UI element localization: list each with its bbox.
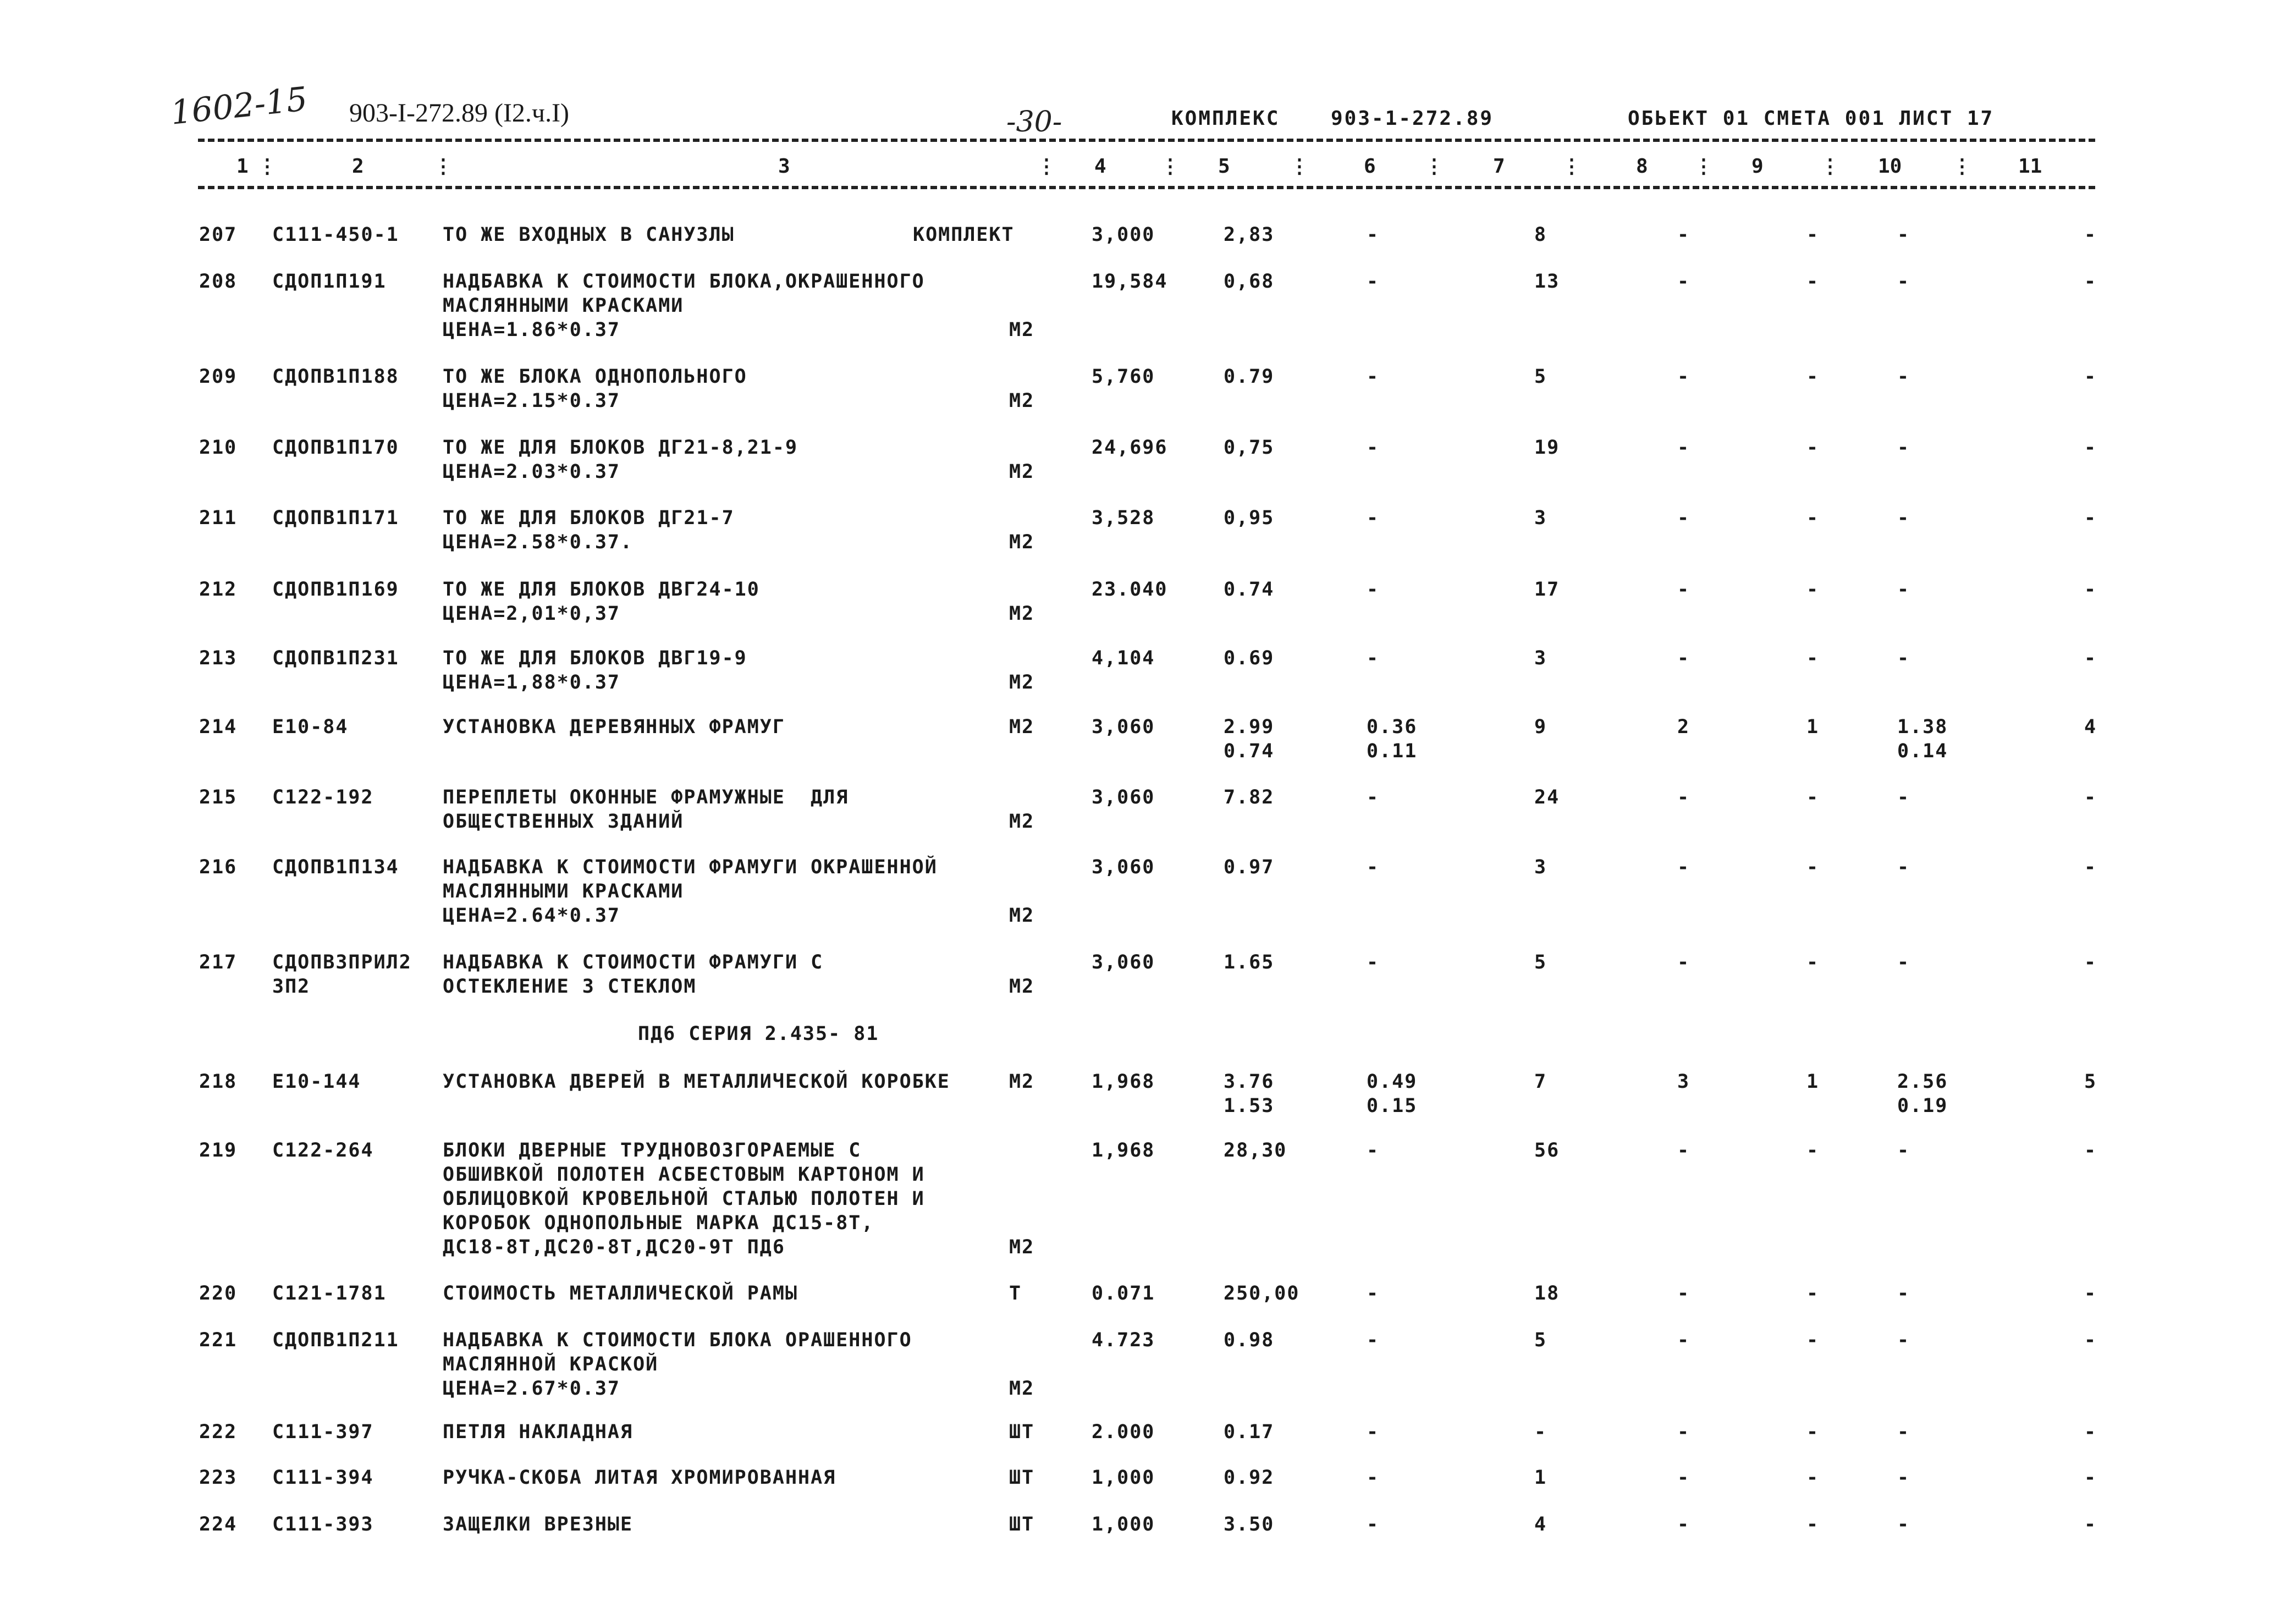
quantity: 3,060 bbox=[1092, 856, 1155, 878]
work-description: МАСЛЯННЫМИ КРАСКАМИ bbox=[443, 880, 684, 902]
rate-code: С111-393 bbox=[272, 1513, 374, 1535]
quantity: 3,060 bbox=[1092, 786, 1155, 808]
work-description: ТО ЖЕ ВХОДНЫХ В САНУЗЛЫ bbox=[443, 224, 735, 246]
unit-of-measure: М2 bbox=[1009, 319, 1035, 341]
work-description: УСТАНОВКА ДЕРЕВЯННЫХ ФРАМУГ bbox=[443, 716, 785, 738]
work-description: НАДБАВКА К СТОИМОСТИ БЛОКА,ОКРАШЕННОГО bbox=[443, 271, 925, 293]
col10-value: - bbox=[1897, 786, 1910, 808]
work-description: ОБЩЕСТВЕННЫХ ЗДАНИЙ bbox=[443, 811, 684, 833]
quantity: 4,104 bbox=[1092, 647, 1155, 669]
unit-price: 1.53 bbox=[1224, 1095, 1275, 1117]
unit-of-measure: М2 bbox=[1009, 1071, 1035, 1093]
col9-value: - bbox=[1806, 647, 1820, 669]
work-description: СТОИМОСТЬ МЕТАЛЛИЧЕСКОЙ РАМЫ bbox=[443, 1282, 798, 1304]
row-number: 221 bbox=[199, 1329, 238, 1351]
col11-value: - bbox=[2084, 224, 2097, 246]
col6-value: - bbox=[1367, 437, 1380, 459]
row-number: 214 bbox=[199, 716, 238, 738]
col8-value: - bbox=[1677, 1329, 1690, 1351]
col9-value: - bbox=[1806, 579, 1820, 601]
col10-value: - bbox=[1897, 1139, 1910, 1161]
unit-price: 0,75 bbox=[1224, 437, 1275, 459]
unit-price: 0.69 bbox=[1224, 647, 1275, 669]
total-cost: - bbox=[1534, 1421, 1547, 1443]
col10-value: 1.38 bbox=[1897, 716, 1948, 738]
col11-value: - bbox=[2084, 271, 2097, 293]
work-description: РУЧКА-СКОБА ЛИТАЯ ХРОМИРОВАННАЯ bbox=[443, 1467, 836, 1489]
quantity: 4.723 bbox=[1092, 1329, 1155, 1351]
col9-value: - bbox=[1806, 1329, 1820, 1351]
unit-price: 28,30 bbox=[1224, 1139, 1287, 1161]
col6-value: - bbox=[1367, 1329, 1380, 1351]
work-description: НАДБАВКА К СТОИМОСТИ БЛОКА ОРАШЕННОГО bbox=[443, 1329, 912, 1351]
column-number-row bbox=[0, 155, 2286, 180]
work-description: ТО ЖЕ БЛОКА ОДНОПОЛЬНОГО bbox=[443, 366, 747, 388]
col6-value: - bbox=[1367, 1513, 1380, 1535]
unit-price: 3.50 bbox=[1224, 1513, 1275, 1535]
col10-value: 0.14 bbox=[1897, 740, 1948, 762]
work-description: НАДБАВКА К СТОИМОСТИ ФРАМУГИ С bbox=[443, 951, 824, 973]
rate-code: СДОПВ3ПРИЛ2 bbox=[272, 951, 412, 973]
quantity: 1,000 bbox=[1092, 1467, 1155, 1489]
work-description: УСТАНОВКА ДВЕРЕЙ В МЕТАЛЛИЧЕСКОЙ КОРОБКЕ bbox=[443, 1071, 950, 1093]
unit-of-measure: М2 bbox=[1009, 531, 1035, 553]
col9-value: - bbox=[1806, 366, 1820, 388]
rate-code: С111-397 bbox=[272, 1421, 374, 1443]
col9-value: - bbox=[1806, 507, 1820, 529]
column-separator: ⋮ bbox=[1290, 155, 1309, 178]
column-separator: ⋮ bbox=[1562, 155, 1582, 178]
row-number: 224 bbox=[199, 1513, 238, 1535]
column-number: 5 bbox=[1218, 155, 1230, 178]
rate-code: С111-450-1 bbox=[272, 224, 399, 246]
rate-code: Е10-144 bbox=[272, 1071, 361, 1093]
unit-price: 0.74 bbox=[1224, 579, 1275, 601]
column-number: 11 bbox=[2018, 155, 2042, 178]
col11-value: 5 bbox=[2084, 1071, 2097, 1093]
work-description: КОРОБОК ОДНОПОЛЬНЫЕ МАРКА ДС15-8Т, bbox=[443, 1212, 874, 1234]
work-description: ДС18-8Т,ДС20-8Т,ДС20-9Т ПД6 bbox=[443, 1236, 785, 1258]
total-cost: 18 bbox=[1534, 1282, 1560, 1304]
column-separator: ⋮ bbox=[1694, 155, 1714, 178]
unit-of-measure: М2 bbox=[1009, 390, 1035, 412]
col11-value: 4 bbox=[2084, 716, 2097, 738]
work-description: ЦЕНА=2.15*0.37 bbox=[443, 390, 621, 412]
quantity: 24,696 bbox=[1092, 437, 1168, 459]
row-number: 209 bbox=[199, 366, 238, 388]
object-info: ОБЬЕКТ 01 СМЕТА 001 ЛИСТ 17 bbox=[1628, 107, 1995, 130]
row-number: 220 bbox=[199, 1282, 238, 1304]
col6-value: 0.15 bbox=[1367, 1095, 1418, 1117]
column-separator: ⋮ bbox=[1952, 155, 1972, 178]
col11-value: - bbox=[2084, 786, 2097, 808]
unit-price: 0.79 bbox=[1224, 366, 1275, 388]
quantity: 3,000 bbox=[1092, 224, 1155, 246]
rate-code: С122-192 bbox=[272, 786, 374, 808]
col10-value: - bbox=[1897, 579, 1910, 601]
col9-value: - bbox=[1806, 271, 1820, 293]
col11-value: - bbox=[2084, 1282, 2097, 1304]
unit-price: 250,00 bbox=[1224, 1282, 1300, 1304]
total-cost: 3 bbox=[1534, 647, 1547, 669]
col10-value: - bbox=[1897, 271, 1910, 293]
col9-value: - bbox=[1806, 786, 1820, 808]
column-separator: ⋮ bbox=[257, 155, 277, 178]
rate-code: С121-1781 bbox=[272, 1282, 387, 1304]
col9-value: 1 bbox=[1806, 716, 1820, 738]
row-number: 219 bbox=[199, 1139, 238, 1161]
work-description: ОСТЕКЛЕНИЕ 3 СТЕКЛОМ bbox=[443, 976, 697, 998]
col9-value: - bbox=[1806, 1282, 1820, 1304]
col11-value: - bbox=[2084, 366, 2097, 388]
col6-value: - bbox=[1367, 786, 1380, 808]
col10-value: - bbox=[1897, 1282, 1910, 1304]
col11-value: - bbox=[2084, 647, 2097, 669]
col8-value: - bbox=[1677, 366, 1690, 388]
col6-value: - bbox=[1367, 271, 1380, 293]
column-number: 1 bbox=[236, 155, 249, 178]
rate-code: 3П2 bbox=[272, 976, 311, 998]
col9-value: - bbox=[1806, 856, 1820, 878]
col8-value: - bbox=[1677, 1282, 1690, 1304]
work-description: ЦЕНА=2.58*0.37. bbox=[443, 531, 634, 553]
col8-value: - bbox=[1677, 951, 1690, 973]
unit-of-measure: М2 bbox=[1009, 1378, 1035, 1400]
col8-value: - bbox=[1677, 437, 1690, 459]
row-number: 208 bbox=[199, 271, 238, 293]
col8-value: - bbox=[1677, 786, 1690, 808]
col11-value: - bbox=[2084, 856, 2097, 878]
col9-value: - bbox=[1806, 1513, 1820, 1535]
rate-code: СДОПВ1П134 bbox=[272, 856, 399, 878]
col8-value: - bbox=[1677, 647, 1690, 669]
work-description: ТО ЖЕ ДЛЯ БЛОКОВ ДВГ24-10 bbox=[443, 579, 760, 601]
col8-value: - bbox=[1677, 271, 1690, 293]
col6-value: 0.11 bbox=[1367, 740, 1418, 762]
total-cost: 4 bbox=[1534, 1513, 1547, 1535]
rate-code: СДОПВ1П170 bbox=[272, 437, 399, 459]
col8-value: - bbox=[1677, 507, 1690, 529]
total-cost: 1 bbox=[1534, 1467, 1547, 1489]
work-description: МАСЛЯННЫМИ КРАСКАМИ bbox=[443, 295, 684, 317]
col6-value: - bbox=[1367, 856, 1380, 878]
col11-value: - bbox=[2084, 579, 2097, 601]
unit-price: 0.17 bbox=[1224, 1421, 1275, 1443]
col9-value: - bbox=[1806, 951, 1820, 973]
work-description: МАСЛЯННОЙ КРАСКОЙ bbox=[443, 1353, 659, 1375]
unit-price: 2.99 bbox=[1224, 716, 1275, 738]
row-number: 207 bbox=[199, 224, 238, 246]
rate-code: СДОПВ1П169 bbox=[272, 579, 399, 601]
col10-value: - bbox=[1897, 224, 1910, 246]
rate-code: СДОПВ1П188 bbox=[272, 366, 399, 388]
quantity: 5,760 bbox=[1092, 366, 1155, 388]
total-cost: 56 bbox=[1534, 1139, 1560, 1161]
col9-value: - bbox=[1806, 1467, 1820, 1489]
column-number: 4 bbox=[1094, 155, 1106, 178]
col9-value: 1 bbox=[1806, 1071, 1820, 1093]
unit-of-measure: М2 bbox=[1009, 905, 1035, 927]
unit-price: 3.76 bbox=[1224, 1071, 1275, 1093]
col6-value: - bbox=[1367, 579, 1380, 601]
quantity: 2.000 bbox=[1092, 1421, 1155, 1443]
col8-value: - bbox=[1677, 1421, 1690, 1443]
column-separator: ⋮ bbox=[1820, 155, 1840, 178]
column-number: 10 bbox=[1878, 155, 1902, 178]
col6-value: - bbox=[1367, 366, 1380, 388]
col8-value: - bbox=[1677, 1467, 1690, 1489]
rate-code: СДОПВ1П231 bbox=[272, 647, 399, 669]
column-number: 2 bbox=[352, 155, 364, 178]
col8-value: - bbox=[1677, 579, 1690, 601]
quantity: 0.071 bbox=[1092, 1282, 1155, 1304]
col8-value: 3 bbox=[1677, 1071, 1690, 1093]
work-description: ЦЕНА=1,88*0.37 bbox=[443, 671, 621, 693]
project-code: 903-I-272.89 (I2.ч.I) bbox=[349, 98, 570, 128]
column-separator: ⋮ bbox=[433, 155, 453, 178]
rate-code: Е10-84 bbox=[272, 716, 349, 738]
col10-value: - bbox=[1897, 1513, 1910, 1535]
total-cost: 9 bbox=[1534, 716, 1547, 738]
column-separator: ⋮ bbox=[1424, 155, 1444, 178]
column-number: 3 bbox=[778, 155, 790, 178]
total-cost: 3 bbox=[1534, 507, 1547, 529]
total-cost: 5 bbox=[1534, 366, 1547, 388]
unit-of-measure: Т bbox=[1009, 1282, 1022, 1304]
col10-value: - bbox=[1897, 951, 1910, 973]
row-number: 216 bbox=[199, 856, 238, 878]
work-description: НАДБАВКА К СТОИМОСТИ ФРАМУГИ ОКРАШЕННОЙ bbox=[443, 856, 938, 878]
work-description: ОБЛИЦОВКОЙ КРОВЕЛЬНОЙ СТАЛЬЮ ПОЛОТЕН И bbox=[443, 1188, 925, 1210]
col8-value: 2 bbox=[1677, 716, 1690, 738]
col9-value: - bbox=[1806, 437, 1820, 459]
col6-value: - bbox=[1367, 951, 1380, 973]
col9-value: - bbox=[1806, 224, 1820, 246]
col11-value: - bbox=[2084, 1467, 2097, 1489]
col11-value: - bbox=[2084, 1513, 2097, 1535]
total-cost: 13 bbox=[1534, 271, 1560, 293]
col6-value: - bbox=[1367, 1421, 1380, 1443]
row-number: 217 bbox=[199, 951, 238, 973]
unit-of-measure: ШТ bbox=[1009, 1513, 1035, 1535]
col6-value: - bbox=[1367, 1467, 1380, 1489]
col8-value: - bbox=[1677, 1139, 1690, 1161]
rate-code: СДОПВ1П211 bbox=[272, 1329, 399, 1351]
total-cost: 19 bbox=[1534, 437, 1560, 459]
col8-value: - bbox=[1677, 856, 1690, 878]
row-number: 213 bbox=[199, 647, 238, 669]
work-description: ЦЕНА=2.67*0.37 bbox=[443, 1378, 621, 1400]
row-number: 222 bbox=[199, 1421, 238, 1443]
col10-value: - bbox=[1897, 1329, 1910, 1351]
work-description: ТО ЖЕ ДЛЯ БЛОКОВ ДГ21-8,21-9 bbox=[443, 437, 798, 459]
work-description: БЛОКИ ДВЕРНЫЕ ТРУДНОВОЗГОРАЕМЫЕ С bbox=[443, 1139, 862, 1161]
row-number: 223 bbox=[199, 1467, 238, 1489]
col10-value: - bbox=[1897, 1467, 1910, 1489]
header-rule-bottom bbox=[198, 186, 2095, 189]
work-description: ПЕТЛЯ НАКЛАДНАЯ bbox=[443, 1421, 634, 1443]
col6-value: - bbox=[1367, 1282, 1380, 1304]
col8-value: - bbox=[1677, 224, 1690, 246]
col10-value: - bbox=[1897, 856, 1910, 878]
col11-value: - bbox=[2084, 1139, 2097, 1161]
col6-value: - bbox=[1367, 507, 1380, 529]
unit-of-measure: М2 bbox=[1009, 1236, 1035, 1258]
column-number: 6 bbox=[1364, 155, 1376, 178]
row-number: 212 bbox=[199, 579, 238, 601]
unit-price: 0,95 bbox=[1224, 507, 1275, 529]
work-description: ЗАЩЕЛКИ ВРЕЗНЫЕ bbox=[443, 1513, 634, 1535]
col11-value: - bbox=[2084, 1421, 2097, 1443]
unit-of-measure: КОМПЛЕКТ bbox=[913, 224, 1015, 246]
total-cost: 24 bbox=[1534, 786, 1560, 808]
col8-value: - bbox=[1677, 1513, 1690, 1535]
quantity: 1,968 bbox=[1092, 1071, 1155, 1093]
total-cost: 17 bbox=[1534, 579, 1560, 601]
col11-value: - bbox=[2084, 951, 2097, 973]
column-number: 7 bbox=[1493, 155, 1505, 178]
unit-price: 2,83 bbox=[1224, 224, 1275, 246]
unit-price: 0.92 bbox=[1224, 1467, 1275, 1489]
col10-value: - bbox=[1897, 437, 1910, 459]
quantity: 3,528 bbox=[1092, 507, 1155, 529]
unit-price: 7.82 bbox=[1224, 786, 1275, 808]
row-number: 215 bbox=[199, 786, 238, 808]
rate-code: СДОПВ1П171 bbox=[272, 507, 399, 529]
work-description: ТО ЖЕ ДЛЯ БЛОКОВ ДГ21-7 bbox=[443, 507, 735, 529]
col6-value: 0.49 bbox=[1367, 1071, 1418, 1093]
quantity: 19,584 bbox=[1092, 271, 1168, 293]
col9-value: - bbox=[1806, 1139, 1820, 1161]
unit-of-measure: М2 bbox=[1009, 811, 1035, 833]
work-description: ТО ЖЕ ДЛЯ БЛОКОВ ДВГ19-9 bbox=[443, 647, 747, 669]
unit-price: 1.65 bbox=[1224, 951, 1275, 973]
col11-value: - bbox=[2084, 507, 2097, 529]
column-number: 9 bbox=[1751, 155, 1764, 178]
col10-value: 2.56 bbox=[1897, 1071, 1948, 1093]
col10-value: - bbox=[1897, 507, 1910, 529]
work-description: ЦЕНА=1.86*0.37 bbox=[443, 319, 621, 341]
complex-code: 903-1-272.89 bbox=[1331, 107, 1494, 130]
total-cost: 8 bbox=[1534, 224, 1547, 246]
header-rule-top bbox=[198, 139, 2095, 142]
work-description: ПЕРЕПЛЕТЫ ОКОННЫЕ ФРАМУЖНЫЕ ДЛЯ bbox=[443, 786, 849, 808]
work-description: ЦЕНА=2,01*0,37 bbox=[443, 603, 621, 625]
quantity: 1,000 bbox=[1092, 1513, 1155, 1535]
col11-value: - bbox=[2084, 437, 2097, 459]
page-number: -30- bbox=[1006, 106, 1062, 139]
unit-price: 0.97 bbox=[1224, 856, 1275, 878]
row-number: 218 bbox=[199, 1071, 238, 1093]
col10-value: - bbox=[1897, 366, 1910, 388]
unit-of-measure: М2 bbox=[1009, 461, 1035, 483]
unit-of-measure: М2 bbox=[1009, 716, 1035, 738]
quantity: 1,968 bbox=[1092, 1139, 1155, 1161]
unit-price: 0.98 bbox=[1224, 1329, 1275, 1351]
quantity: 3,060 bbox=[1092, 951, 1155, 973]
unit-price: 0.74 bbox=[1224, 740, 1275, 762]
section-heading: ПД6 СЕРИЯ 2.435- 81 bbox=[638, 1023, 879, 1045]
rate-code: С122-264 bbox=[272, 1139, 374, 1161]
col11-value: - bbox=[2084, 1329, 2097, 1351]
col6-value: 0.36 bbox=[1367, 716, 1418, 738]
unit-of-measure: М2 bbox=[1009, 603, 1035, 625]
total-cost: 3 bbox=[1534, 856, 1547, 878]
col10-value: - bbox=[1897, 1421, 1910, 1443]
work-description: ЦЕНА=2.64*0.37 bbox=[443, 905, 621, 927]
complex-label: КОМПЛЕКС bbox=[1171, 107, 1280, 130]
total-cost: 5 bbox=[1534, 1329, 1547, 1351]
rate-code: СДОП1П191 bbox=[272, 271, 387, 293]
unit-price: 0,68 bbox=[1224, 271, 1275, 293]
col10-value: - bbox=[1897, 647, 1910, 669]
rate-code: С111-394 bbox=[272, 1467, 374, 1489]
column-separator: ⋮ bbox=[1160, 155, 1180, 178]
total-cost: 5 bbox=[1534, 951, 1547, 973]
unit-of-measure: ШТ bbox=[1009, 1467, 1035, 1489]
work-description: ОБШИВКОЙ ПОЛОТЕН АСБЕСТОВЫМ КАРТОНОМ И bbox=[443, 1164, 925, 1186]
row-number: 211 bbox=[199, 507, 238, 529]
unit-of-measure: М2 bbox=[1009, 976, 1035, 998]
unit-of-measure: ШТ bbox=[1009, 1421, 1035, 1443]
column-number: 8 bbox=[1636, 155, 1648, 178]
col9-value: - bbox=[1806, 1421, 1820, 1443]
quantity: 23.040 bbox=[1092, 579, 1168, 601]
unit-of-measure: М2 bbox=[1009, 671, 1035, 693]
row-number: 210 bbox=[199, 437, 238, 459]
col6-value: - bbox=[1367, 1139, 1380, 1161]
column-separator: ⋮ bbox=[1037, 155, 1056, 178]
col6-value: - bbox=[1367, 647, 1380, 669]
col10-value: 0.19 bbox=[1897, 1095, 1948, 1117]
handwritten-reference: 1602-15 bbox=[169, 80, 310, 133]
quantity: 3,060 bbox=[1092, 716, 1155, 738]
work-description: ЦЕНА=2.03*0.37 bbox=[443, 461, 621, 483]
total-cost: 7 bbox=[1534, 1071, 1547, 1093]
col6-value: - bbox=[1367, 224, 1380, 246]
